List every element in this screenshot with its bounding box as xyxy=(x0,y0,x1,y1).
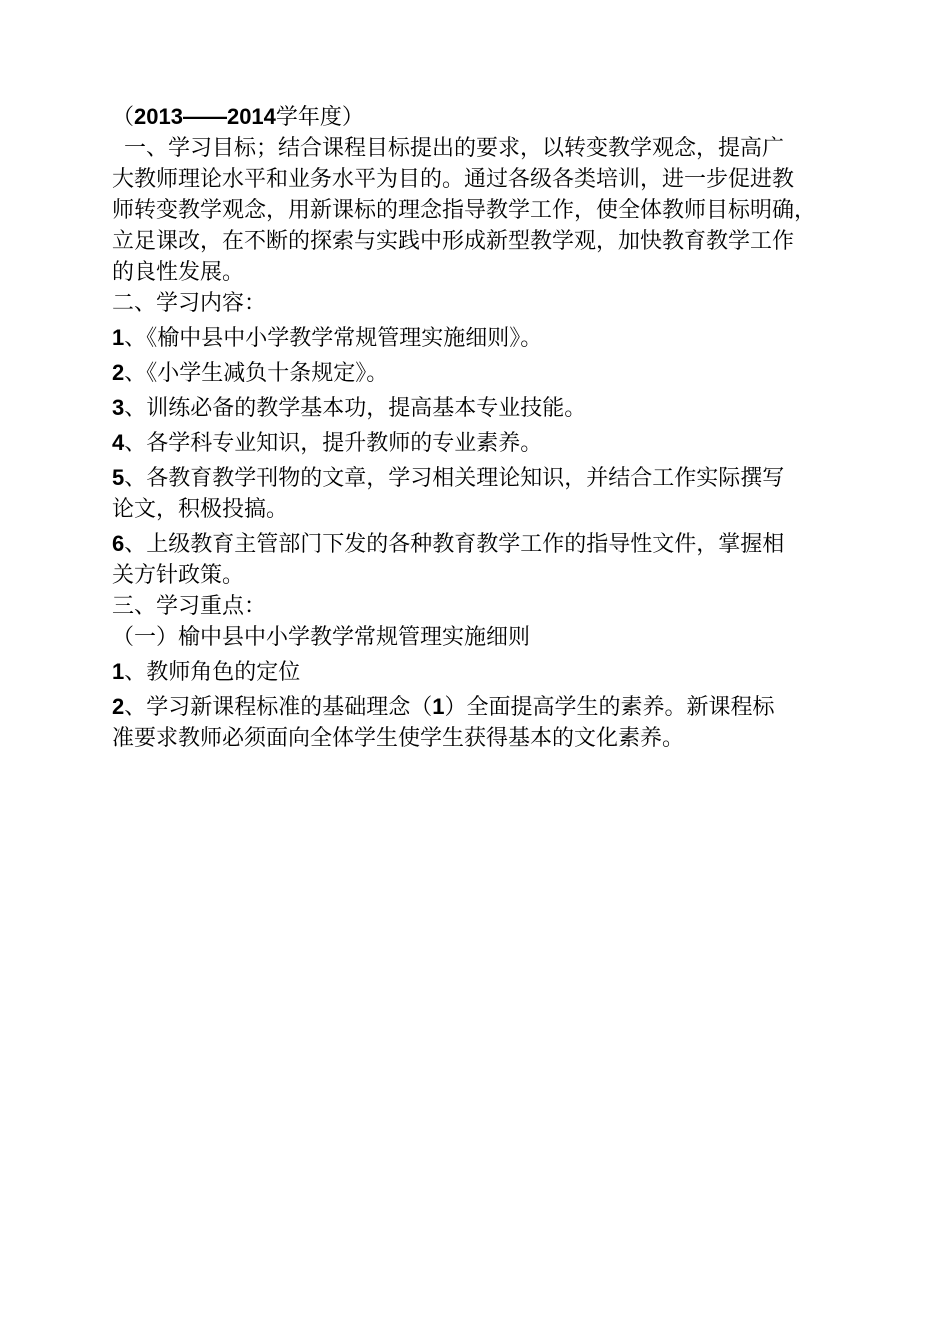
list-item xyxy=(112,462,842,525)
item-number: 4 xyxy=(112,430,125,455)
item-number: 2 xyxy=(112,360,125,385)
item-text-continued: 准要求教师必须面向全体学生使学生获得基本的文化素养。 xyxy=(112,726,685,751)
list-item xyxy=(112,691,842,754)
document-body xyxy=(112,101,842,754)
section-goals xyxy=(112,133,842,288)
list-item xyxy=(112,656,842,688)
item-text: 、教师角色的定位 xyxy=(124,660,301,685)
item-text-continued: 论文，积极投搞。 xyxy=(112,497,289,522)
school-year-range: 2013——2014 xyxy=(134,104,276,129)
item-number: 1 xyxy=(112,659,125,684)
list-item xyxy=(112,392,842,424)
focus-subheading: （一）榆中县中小学教学常规管理实施细则 xyxy=(112,625,531,650)
list-item xyxy=(112,427,842,459)
item-text: 、训练必备的教学基本功，提高基本专业技能。 xyxy=(124,396,587,421)
item-number: 1 xyxy=(112,325,125,350)
list-item xyxy=(112,322,842,354)
year-label: 学年度） xyxy=(275,105,364,130)
goals-line-1: 一、学习目标；结合课程目标提出的要求，以转变教学观念，提高广 xyxy=(124,136,785,161)
section-focus xyxy=(112,591,842,754)
item-text: 、《小学生减负十条规定》。 xyxy=(124,361,389,386)
item-number: 6 xyxy=(112,531,125,556)
item-text: 、《榆中县中小学教学常规管理实施细则》。 xyxy=(124,326,543,351)
item-number: 2 xyxy=(112,694,125,719)
school-year-line xyxy=(112,101,842,133)
content-heading: 二、学习内容： xyxy=(112,291,267,316)
item-number: 3 xyxy=(112,395,125,420)
inline-number: 1 xyxy=(432,694,445,719)
item-text: 、学习新课程标准的基础理念（ xyxy=(124,695,433,720)
goals-line-2: 大教师理论水平和业务水平为目的。通过各级各类培训，进一步促进教 xyxy=(112,167,795,192)
list-item xyxy=(112,357,842,389)
item-text: ）全面提高学生的素养。新课程标 xyxy=(444,695,775,720)
list-item xyxy=(112,528,842,591)
section-content xyxy=(112,288,842,591)
goals-line-5: 的良性发展。 xyxy=(112,260,245,285)
year-open-paren: （ xyxy=(112,105,135,130)
goals-line-4: 立足课改，在不断的探索与实践中形成新型教学观，加快教育教学工作 xyxy=(112,229,795,254)
item-text: 、各学科专业知识，提升教师的专业素养。 xyxy=(124,431,543,456)
focus-heading: 三、学习重点： xyxy=(112,594,267,619)
item-number: 5 xyxy=(112,465,125,490)
goals-line-3: 师转变教学观念，用新课标的理念指导教学工作，使全体教师目标明确， xyxy=(112,198,817,223)
item-text-continued: 关方针政策。 xyxy=(112,563,245,588)
item-text: 、各教育教学刊物的文章，学习相关理论知识，并结合工作实际撰写 xyxy=(124,466,785,491)
item-text: 、上级教育主管部门下发的各种教育教学工作的指导性文件，掌握相 xyxy=(124,532,785,557)
